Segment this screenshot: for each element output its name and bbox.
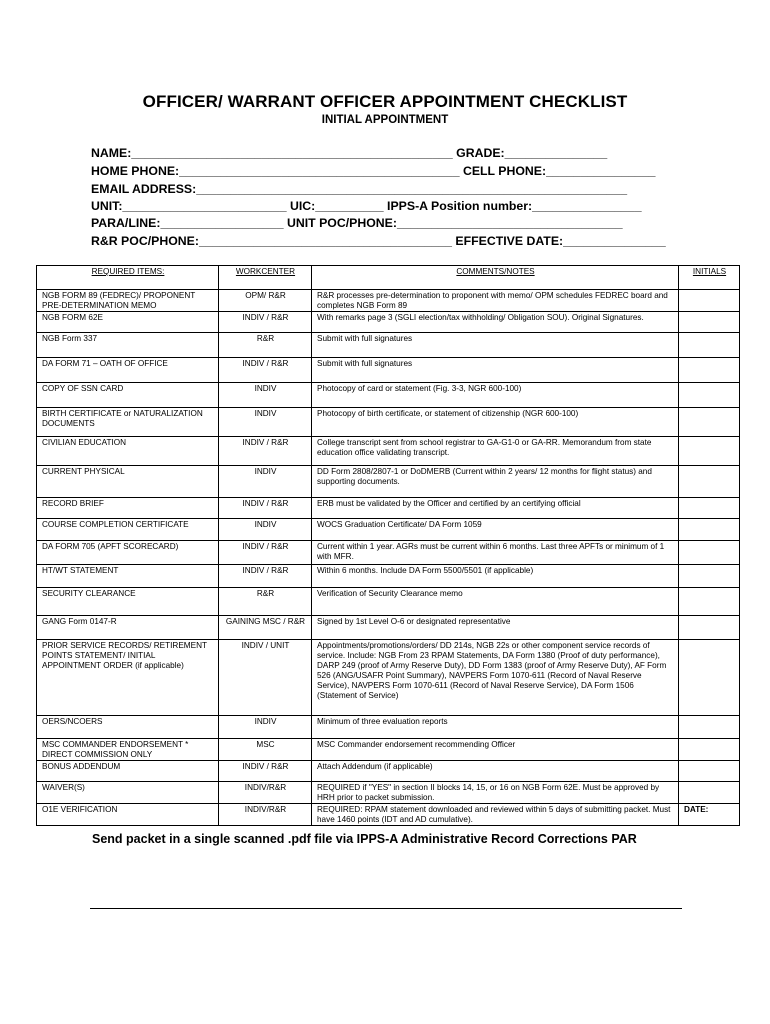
required-item-cell: COPY OF SSN CARD bbox=[37, 383, 219, 408]
field-unit-uic-ipps[interactable]: UNIT:________________________ UIC:__________ IPPS-A Position number:________________ bbox=[91, 199, 642, 213]
field-para-line-unit-poc[interactable]: PARA/LINE:__________________ UNIT POC/PHONE:_________________________________ bbox=[91, 216, 623, 230]
comments-cell: Current within 1 year. AGRs must be current within 6 months. Last three APFTs or minimum of 1 with MFR. bbox=[312, 541, 679, 565]
header-initials: INITIALS bbox=[679, 266, 740, 290]
table-row bbox=[37, 565, 740, 588]
initials-cell[interactable] bbox=[679, 290, 740, 312]
initials-cell[interactable] bbox=[679, 716, 740, 739]
required-item-cell: MSC COMMANDER ENDORSEMENT * DIRECT COMMISSION ONLY bbox=[37, 739, 219, 761]
table-row bbox=[37, 519, 740, 541]
comments-cell: Photocopy of birth certificate, or statement of citizenship (NGR 600-100) bbox=[312, 408, 679, 437]
field-name-grade[interactable]: NAME:_______________________________________________ GRADE:_______________ bbox=[91, 146, 608, 160]
comments-cell: REQUIRED if "YES" in section II blocks 14, 15, or 16 on NGB Form 62E. Must be approved by HRH prior to packet submission. bbox=[312, 782, 679, 804]
required-item-cell: DA FORM 705 (APFT SCORECARD) bbox=[37, 541, 219, 565]
comments-cell: Appointments/promotions/orders/ DD 214s, NGB 22s or other component service records of service. Include: NGB From 23 RPAM Statements, DA Form 1380 (Proof of duty performance), DARP 249 (proof of Army Reserve Duty), DD Form 1383 (proof of Army Reserve Duty), AF Form 526 (ANG/USAFR Point Summary), NAVPERS Form 1070-611 (Record of Naval Reserve Service), NAVPERS Form 1070-611 (Record of Naval Reserve Service), DA Form 1506 (Statement of Service) bbox=[312, 640, 679, 716]
initials-cell[interactable] bbox=[679, 761, 740, 782]
required-item-cell: GANG Form 0147-R bbox=[37, 616, 219, 640]
comments-cell: R&R processes pre-determination to proponent with memo/ OPM schedules FEDREC board and completes NGB Form 89 bbox=[312, 290, 679, 312]
comments-cell: MSC Commander endorsement recommending Officer bbox=[312, 739, 679, 761]
required-item-cell: HT/WT STATEMENT bbox=[37, 565, 219, 588]
workcenter-cell: INDIV bbox=[219, 408, 312, 437]
initials-cell[interactable] bbox=[679, 358, 740, 383]
submission-instructions: Send packet in a single scanned .pdf file via IPPS-A Administrative Record Corrections PAR bbox=[92, 832, 637, 846]
workcenter-cell: INDIV bbox=[219, 519, 312, 541]
workcenter-cell: R&R bbox=[219, 588, 312, 616]
workcenter-cell: INDIV / R&R bbox=[219, 498, 312, 519]
comments-cell: WOCS Graduation Certificate/ DA Form 1059 bbox=[312, 519, 679, 541]
workcenter-cell: MSC bbox=[219, 739, 312, 761]
workcenter-cell: INDIV / UNIT bbox=[219, 640, 312, 716]
required-item-cell: RECORD BRIEF bbox=[37, 498, 219, 519]
required-item-cell: BONUS ADDENDUM bbox=[37, 761, 219, 782]
signature-line[interactable] bbox=[90, 908, 682, 909]
initials-cell[interactable] bbox=[679, 333, 740, 358]
table-row bbox=[37, 761, 740, 782]
required-item-cell: NGB FORM 62E bbox=[37, 312, 219, 333]
workcenter-cell: INDIV / R&R bbox=[219, 358, 312, 383]
required-item-cell: CIVILIAN EDUCATION bbox=[37, 437, 219, 466]
comments-cell: Photocopy of card or statement (Fig. 3-3, NGR 600-100) bbox=[312, 383, 679, 408]
table-row bbox=[37, 290, 740, 312]
table-header-row bbox=[37, 266, 740, 290]
table-row bbox=[37, 437, 740, 466]
comments-cell: Attach Addendum (if applicable) bbox=[312, 761, 679, 782]
page-subtitle: INITIAL APPOINTMENT bbox=[321, 114, 449, 126]
table-row bbox=[37, 782, 740, 804]
workcenter-cell: INDIV/R&R bbox=[219, 804, 312, 826]
page-title: OFFICER/ WARRANT OFFICER APPOINTMENT CHECKLIST bbox=[142, 92, 628, 111]
initials-cell[interactable] bbox=[679, 541, 740, 565]
workcenter-cell: GAINING MSC / R&R bbox=[219, 616, 312, 640]
workcenter-cell: INDIV bbox=[219, 716, 312, 739]
initials-cell[interactable] bbox=[679, 782, 740, 804]
required-item-cell: COURSE COMPLETION CERTIFICATE bbox=[37, 519, 219, 541]
required-item-cell: NGB FORM 89 (FEDREC)/ PROPONENT PRE-DETERMINATION MEMO bbox=[37, 290, 219, 312]
table-row bbox=[37, 739, 740, 761]
required-item-cell: PRIOR SERVICE RECORDS/ RETIREMENT POINTS STATEMENT/ INITIAL APPOINTMENT ORDER (if applicable) bbox=[37, 640, 219, 716]
checklist-table bbox=[36, 265, 740, 826]
workcenter-cell: INDIV bbox=[219, 466, 312, 498]
initials-cell[interactable] bbox=[679, 565, 740, 588]
comments-cell: DD Form 2808/2807-1 or DoDMERB (Current within 2 years/ 12 months for flight status) and supporting documents. bbox=[312, 466, 679, 498]
table-row bbox=[37, 588, 740, 616]
table-row bbox=[37, 466, 740, 498]
initials-cell[interactable] bbox=[679, 312, 740, 333]
initials-cell[interactable] bbox=[679, 466, 740, 498]
header-required-items: REQUIRED ITEMS: bbox=[37, 266, 219, 290]
workcenter-cell: INDIV/R&R bbox=[219, 782, 312, 804]
required-item-cell: SECURITY CLEARANCE bbox=[37, 588, 219, 616]
required-item-cell: O1E VERIFICATION bbox=[37, 804, 219, 826]
table-row bbox=[37, 312, 740, 333]
workcenter-cell: INDIV bbox=[219, 383, 312, 408]
table-row bbox=[37, 358, 740, 383]
initials-cell[interactable] bbox=[679, 640, 740, 716]
table-row bbox=[37, 716, 740, 739]
workcenter-cell: OPM/ R&R bbox=[219, 290, 312, 312]
initials-cell[interactable] bbox=[679, 588, 740, 616]
comments-cell: College transcript sent from school registrar to GA-G1-0 or GA-RR. Memorandum from state education office validating transcript. bbox=[312, 437, 679, 466]
comments-cell: Submit with full signatures bbox=[312, 333, 679, 358]
table-row bbox=[37, 408, 740, 437]
header-workcenter: WORKCENTER bbox=[219, 266, 312, 290]
comments-cell: Minimum of three evaluation reports bbox=[312, 716, 679, 739]
field-rr-poc-effective-date[interactable]: R&R POC/PHONE:_____________________________________ EFFECTIVE DATE:_______________ bbox=[91, 234, 666, 248]
required-item-cell: NGB Form 337 bbox=[37, 333, 219, 358]
comments-cell: REQUIRED: RPAM statement downloaded and reviewed within 5 days of submitting packet. Must have 1460 points (IDT and AD cumulative). bbox=[312, 804, 679, 826]
workcenter-cell: INDIV / R&R bbox=[219, 541, 312, 565]
initials-cell[interactable] bbox=[679, 383, 740, 408]
comments-cell: Submit with full signatures bbox=[312, 358, 679, 383]
initials-cell[interactable] bbox=[679, 498, 740, 519]
table-row bbox=[37, 616, 740, 640]
comments-cell: Within 6 months. Include DA Form 5500/5501 (if applicable) bbox=[312, 565, 679, 588]
field-home-cell-phone[interactable]: HOME PHONE:_________________________________________ CELL PHONE:________________ bbox=[91, 164, 656, 178]
comments-cell: With remarks page 3 (SGLI election/tax withholding/ Obligation SOU). Original Signatures. bbox=[312, 312, 679, 333]
required-item-cell: WAIVER(S) bbox=[37, 782, 219, 804]
initials-cell[interactable] bbox=[679, 519, 740, 541]
table-row bbox=[37, 498, 740, 519]
required-item-cell: OERS/NCOERS bbox=[37, 716, 219, 739]
workcenter-cell: INDIV / R&R bbox=[219, 312, 312, 333]
workcenter-cell: INDIV / R&R bbox=[219, 565, 312, 588]
workcenter-cell: R&R bbox=[219, 333, 312, 358]
initials-cell[interactable] bbox=[679, 408, 740, 437]
required-item-cell: DA FORM 71 – OATH OF OFFICE bbox=[37, 358, 219, 383]
table-row bbox=[37, 804, 740, 826]
table-row bbox=[37, 541, 740, 565]
required-item-cell: CURRENT PHYSICAL bbox=[37, 466, 219, 498]
table-row bbox=[37, 640, 740, 716]
field-email-address[interactable]: EMAIL ADDRESS:_______________________________________________________________ bbox=[91, 182, 628, 196]
initials-cell[interactable] bbox=[679, 437, 740, 466]
workcenter-cell: INDIV / R&R bbox=[219, 761, 312, 782]
required-item-cell: BIRTH CERTIFICATE or NATURALIZATION DOCUMENTS bbox=[37, 408, 219, 437]
table-row bbox=[37, 333, 740, 358]
initials-cell[interactable] bbox=[679, 739, 740, 761]
workcenter-cell: INDIV / R&R bbox=[219, 437, 312, 466]
initials-cell[interactable]: DATE: bbox=[679, 804, 740, 826]
comments-cell: Signed by 1st Level O-6 or designated representative bbox=[312, 616, 679, 640]
initials-cell[interactable] bbox=[679, 616, 740, 640]
comments-cell: Verification of Security Clearance memo bbox=[312, 588, 679, 616]
comments-cell: ERB must be validated by the Officer and certified by an certifying official bbox=[312, 498, 679, 519]
table-row bbox=[37, 383, 740, 408]
header-comments-notes: COMMENTS/NOTES bbox=[312, 266, 679, 290]
